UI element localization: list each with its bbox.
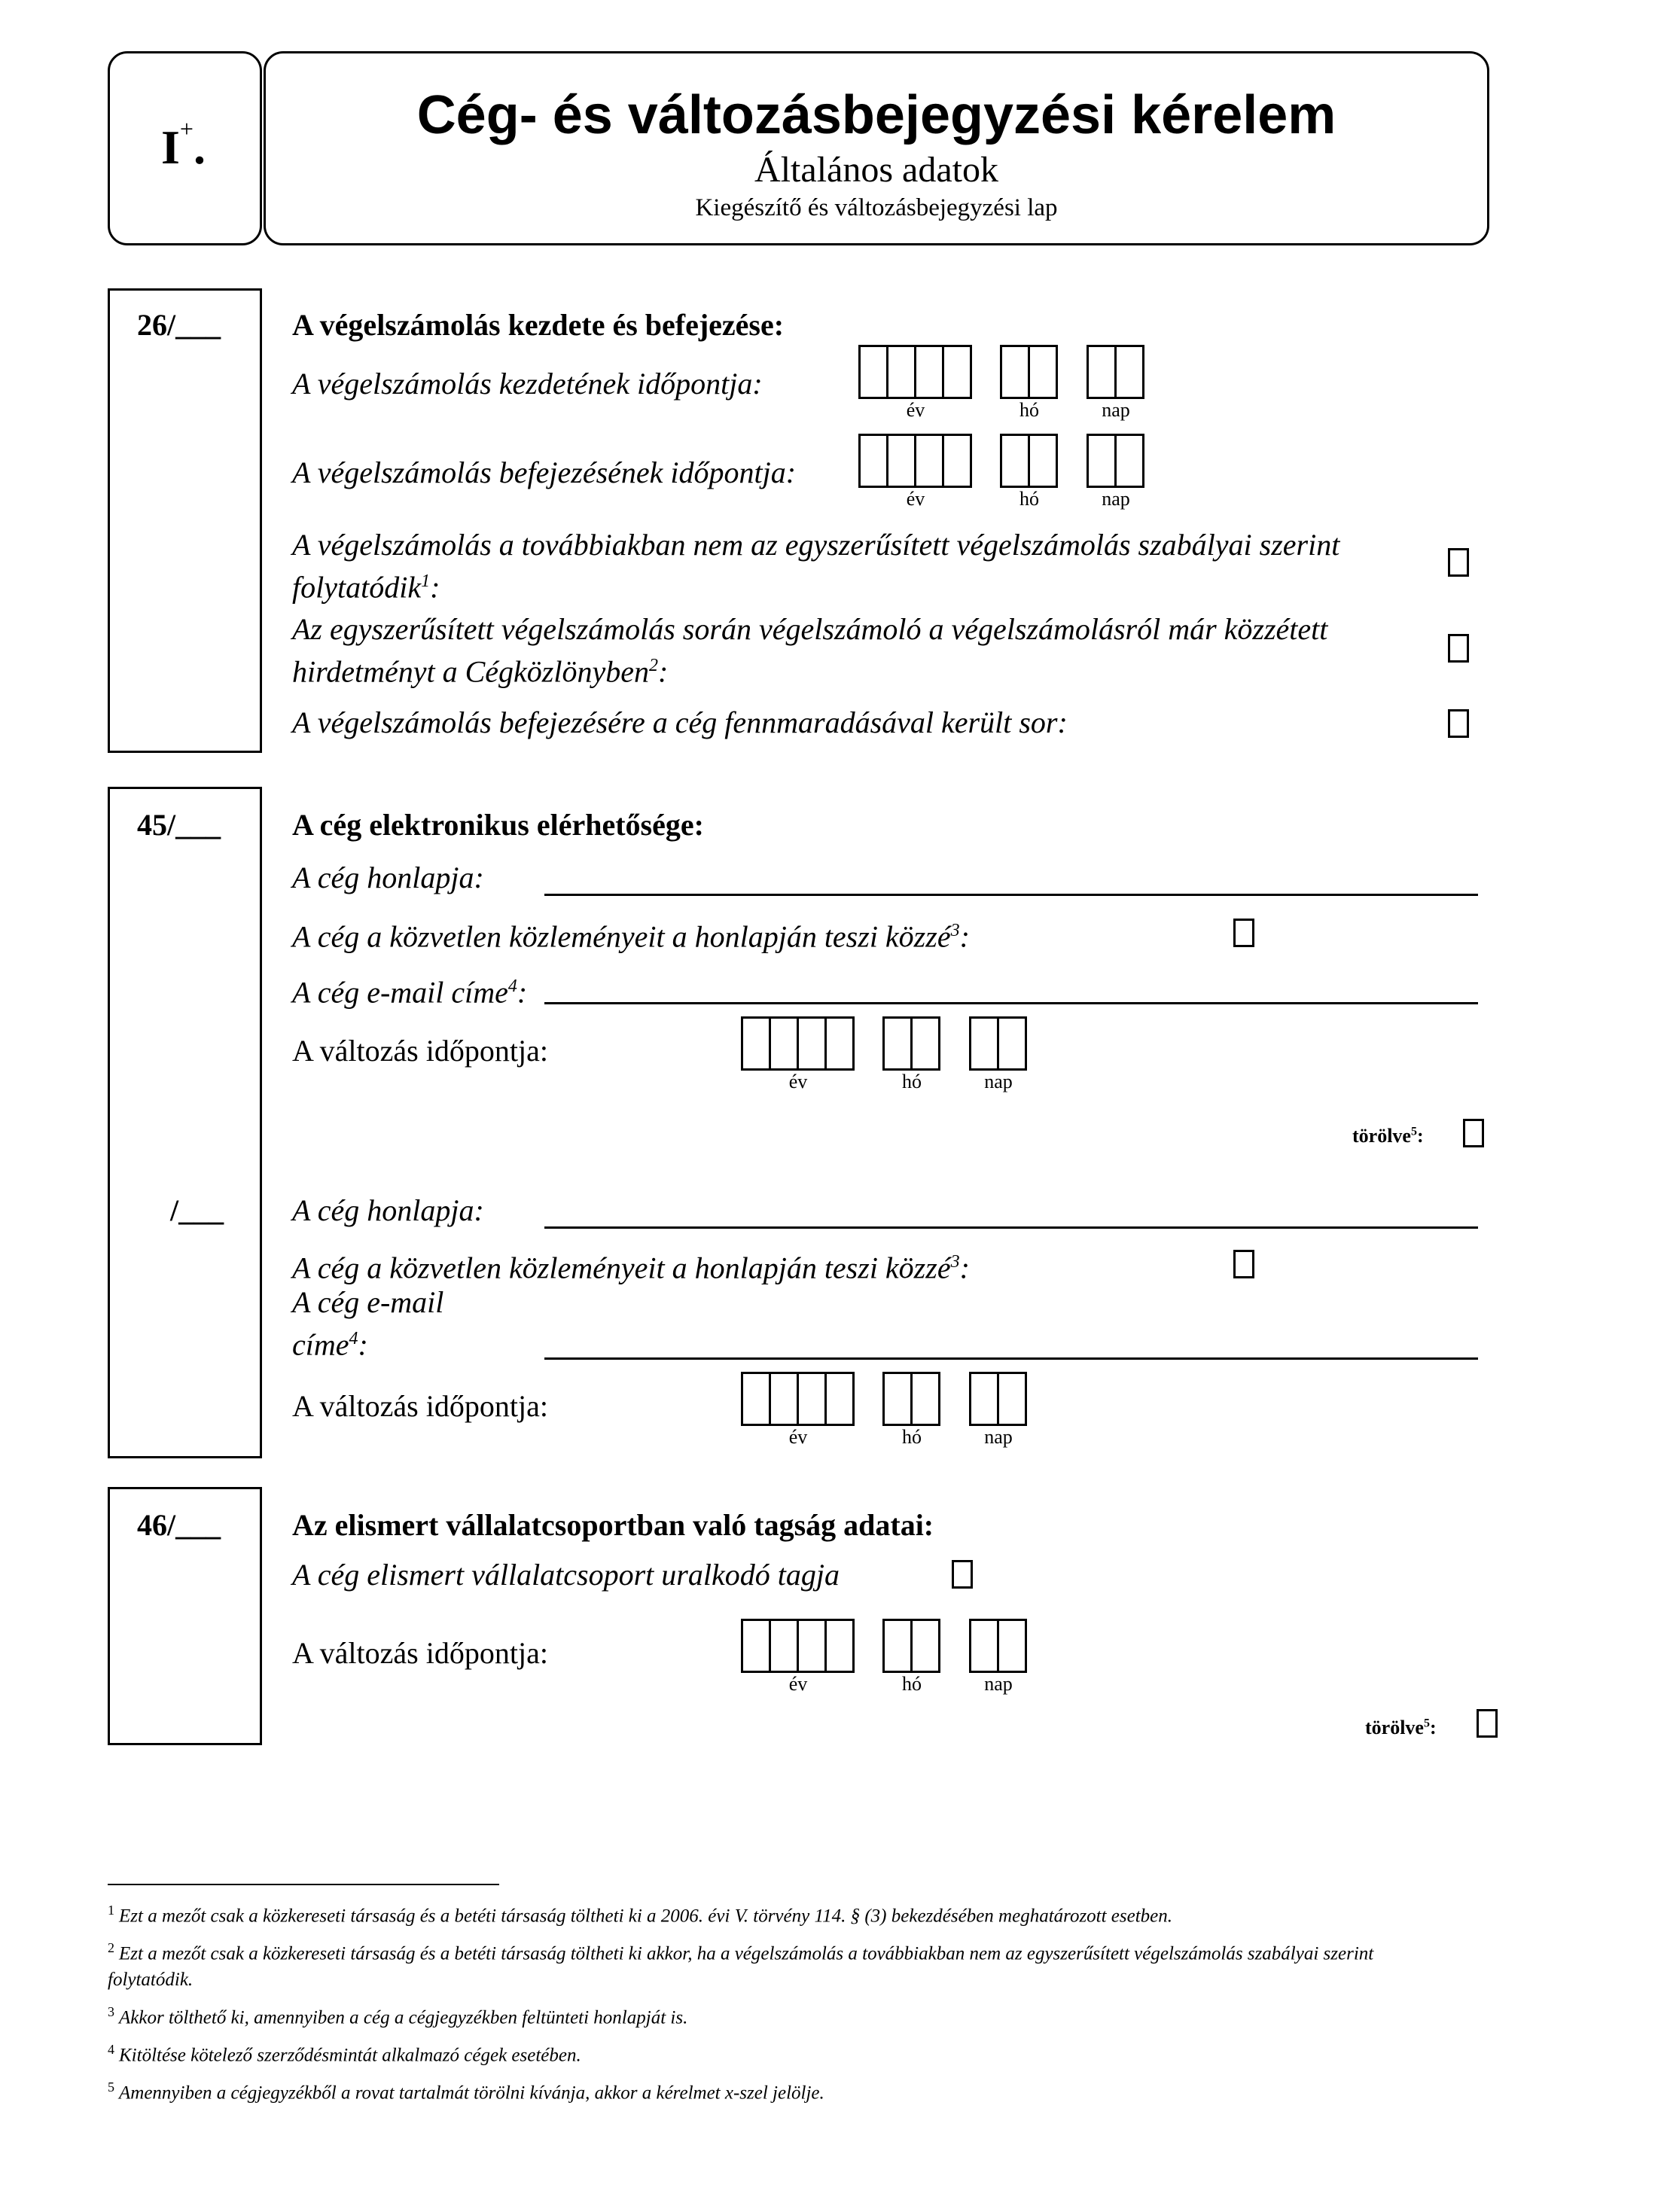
month-caption: hó bbox=[1019, 488, 1039, 510]
company-survived-checkbox[interactable] bbox=[1448, 709, 1469, 738]
day-digit-cell[interactable] bbox=[969, 1372, 999, 1426]
change-date-label-3: A változás időpontja: bbox=[292, 1636, 548, 1670]
section-46-number: 46/___ bbox=[137, 1508, 221, 1542]
not-simplified-checkbox[interactable] bbox=[1448, 548, 1469, 577]
footnote: $^1$ Ezt a mezőt csak a közkereseti társaság és a betéti társaság töltheti ki a 2006. évi V. törvény 114. § (3) bekezdésében meghatározott esetben. bbox=[108, 1903, 1173, 1927]
year-digit-cell[interactable] bbox=[741, 1372, 771, 1426]
section-45-number-2: /___ bbox=[170, 1193, 224, 1227]
notices-on-website-label: A cég a közvetlen közleményeit a honlapján teszi közzé$^3$: bbox=[292, 919, 970, 954]
year-digit-cell[interactable] bbox=[797, 1619, 827, 1673]
year-digit-cell[interactable] bbox=[741, 1016, 771, 1071]
year-digit-cell[interactable] bbox=[797, 1016, 827, 1071]
deleted-label-2: törölve$^5$: bbox=[1365, 1717, 1437, 1738]
month-digit-cell[interactable] bbox=[882, 1619, 913, 1673]
day-digit-cell[interactable] bbox=[997, 1016, 1027, 1071]
year-digit-cell[interactable] bbox=[741, 1619, 771, 1673]
day-digit-cell[interactable] bbox=[1114, 345, 1144, 399]
change-date-label-2: A változás időpontja: bbox=[292, 1389, 548, 1423]
day-caption: nap bbox=[1102, 488, 1130, 510]
deleted-checkbox[interactable] bbox=[1463, 1119, 1484, 1147]
day-caption: nap bbox=[1102, 399, 1130, 421]
liquidation-start-label: A végelszámolás kezdetének időpontja: bbox=[292, 367, 763, 401]
deleted-checkbox-2[interactable] bbox=[1477, 1709, 1498, 1738]
website-input-line[interactable] bbox=[544, 894, 1478, 896]
year-caption: év bbox=[788, 1673, 808, 1695]
website-input-line-2[interactable] bbox=[544, 1226, 1478, 1229]
month-caption: hó bbox=[902, 1071, 922, 1092]
month-digit-cell[interactable] bbox=[1028, 434, 1058, 488]
footnote-separator bbox=[108, 1884, 499, 1885]
form-code: I+. bbox=[161, 115, 206, 174]
day-digit-cell[interactable] bbox=[1087, 434, 1117, 488]
liquidation-start-date[interactable] bbox=[858, 345, 1144, 420]
footnote: $^2$ Ezt a mezőt csak a közkereseti társaság és a betéti társaság töltheti ki akkor, ha a végelszámolás a továbbiakban nem az egyszerűsített végelszámolás szabályai szerint folytatódik. bbox=[108, 1940, 1374, 1990]
section-26-number: 26/___ bbox=[137, 308, 221, 342]
footnote: $^4$ Kitöltése kötelező szerződésmintát alkalmazó cégek esetében. bbox=[108, 2041, 581, 2066]
year-digit-cell[interactable] bbox=[858, 434, 888, 488]
section-26-number-box bbox=[108, 288, 262, 753]
month-digit-cell[interactable] bbox=[1000, 434, 1030, 488]
footnotes bbox=[108, 1897, 1448, 2107]
day-digit-cell[interactable] bbox=[1087, 345, 1117, 399]
month-digit-cell[interactable] bbox=[1000, 345, 1030, 399]
month-caption: hó bbox=[1019, 399, 1039, 421]
month-caption: hó bbox=[902, 1673, 922, 1695]
year-digit-cell[interactable] bbox=[769, 1372, 799, 1426]
notices-on-website-checkbox-2[interactable] bbox=[1233, 1250, 1254, 1278]
footnote: $^5$ Amennyiben a cégjegyzékből a rovat tartalmát törölni kívánja, akkor a kérelmet x-szel jelölje. bbox=[108, 2079, 824, 2104]
year-digit-cell[interactable] bbox=[858, 345, 888, 399]
email-label: A cég e-mail címe$^4$: bbox=[292, 975, 528, 1010]
year-digit-cell[interactable] bbox=[797, 1372, 827, 1426]
year-caption: év bbox=[788, 1426, 808, 1448]
year-digit-cell[interactable] bbox=[886, 434, 916, 488]
section-45-number-box bbox=[108, 787, 262, 1458]
day-digit-cell[interactable] bbox=[997, 1372, 1027, 1426]
email-label-2: A cég e-mail címe$^4$: bbox=[292, 1285, 444, 1362]
year-digit-cell[interactable] bbox=[769, 1619, 799, 1673]
day-caption: nap bbox=[984, 1426, 1013, 1448]
notice-published-checkbox[interactable] bbox=[1448, 634, 1469, 663]
month-digit-cell[interactable] bbox=[882, 1016, 913, 1071]
notices-on-website-label-2: A cég a közvetlen közleményeit a honlapján teszi közzé$^3$: bbox=[292, 1251, 970, 1285]
form-code-box bbox=[108, 51, 262, 245]
year-caption: év bbox=[906, 399, 925, 421]
liquidation-end-date[interactable] bbox=[858, 434, 1144, 509]
notice-published-question: Az egyszerűsített végelszámolás során végelszámoló a végelszámolásról már közzétett hirdetményt a Cégközlönyben$^2$: bbox=[292, 612, 1328, 689]
section-26-heading: A végelszámolás kezdete és befejezése: bbox=[292, 308, 785, 342]
year-caption: év bbox=[906, 488, 925, 510]
page-title: Cég- és változásbejegyzési kérelem bbox=[416, 85, 1336, 145]
day-caption: nap bbox=[984, 1673, 1013, 1695]
change-date-1[interactable] bbox=[741, 1016, 1027, 1092]
company-survived-question: A végelszámolás befejezésére a cég fennmaradásával került sor: bbox=[292, 705, 1068, 739]
email-input-line[interactable] bbox=[544, 1002, 1478, 1004]
day-caption: nap bbox=[984, 1071, 1013, 1092]
month-caption: hó bbox=[902, 1426, 922, 1448]
year-digit-cell[interactable] bbox=[886, 345, 916, 399]
month-digit-cell[interactable] bbox=[882, 1372, 913, 1426]
day-digit-cell[interactable] bbox=[969, 1619, 999, 1673]
page-subtitle: Általános adatok bbox=[754, 150, 998, 190]
year-caption: év bbox=[788, 1071, 808, 1092]
day-digit-cell[interactable] bbox=[997, 1619, 1027, 1673]
month-digit-cell[interactable] bbox=[910, 1619, 940, 1673]
year-digit-cell[interactable] bbox=[942, 345, 972, 399]
month-digit-cell[interactable] bbox=[910, 1016, 940, 1071]
page-subtitle-2: Kiegészítő és változásbejegyzési lap bbox=[695, 194, 1058, 221]
year-digit-cell[interactable] bbox=[914, 345, 944, 399]
year-digit-cell[interactable] bbox=[942, 434, 972, 488]
section-45-heading: A cég elektronikus elérhetősége: bbox=[292, 808, 704, 842]
not-simplified-question: A végelszámolás a továbbiakban nem az egyszerűsített végelszámolás szabályai szerint folytatódik$^1$: bbox=[292, 528, 1340, 605]
change-date-label: A változás időpontja: bbox=[292, 1034, 548, 1068]
deleted-label: törölve$^5$: bbox=[1352, 1125, 1424, 1147]
year-digit-cell[interactable] bbox=[914, 434, 944, 488]
month-digit-cell[interactable] bbox=[910, 1372, 940, 1426]
section-45-number: 45/___ bbox=[137, 808, 221, 842]
email-input-line-2[interactable] bbox=[544, 1357, 1478, 1360]
website-label: A cég honlapja: bbox=[292, 861, 484, 894]
change-date-3[interactable] bbox=[741, 1619, 1027, 1694]
footnote: $^3$ Akkor tölthető ki, amennyiben a cég a cégjegyzékben feltünteti honlapját is. bbox=[108, 2003, 688, 2028]
month-digit-cell[interactable] bbox=[1028, 345, 1058, 399]
section-46-heading: Az elismert vállalatcsoportban való tagság adatai: bbox=[292, 1508, 934, 1542]
dominant-member-checkbox[interactable] bbox=[952, 1560, 973, 1589]
year-digit-cell[interactable] bbox=[824, 1619, 855, 1673]
notices-on-website-checkbox[interactable] bbox=[1233, 919, 1254, 947]
day-digit-cell[interactable] bbox=[1114, 434, 1144, 488]
year-digit-cell[interactable] bbox=[769, 1016, 799, 1071]
year-digit-cell[interactable] bbox=[824, 1372, 855, 1426]
liquidation-end-label: A végelszámolás befejezésének időpontja: bbox=[292, 456, 797, 489]
year-digit-cell[interactable] bbox=[824, 1016, 855, 1071]
day-digit-cell[interactable] bbox=[969, 1016, 999, 1071]
dominant-member-label: A cég elismert vállalatcsoport uralkodó tagja bbox=[292, 1558, 840, 1592]
website-label-2: A cég honlapja: bbox=[292, 1193, 484, 1227]
change-date-2[interactable] bbox=[741, 1372, 1027, 1447]
